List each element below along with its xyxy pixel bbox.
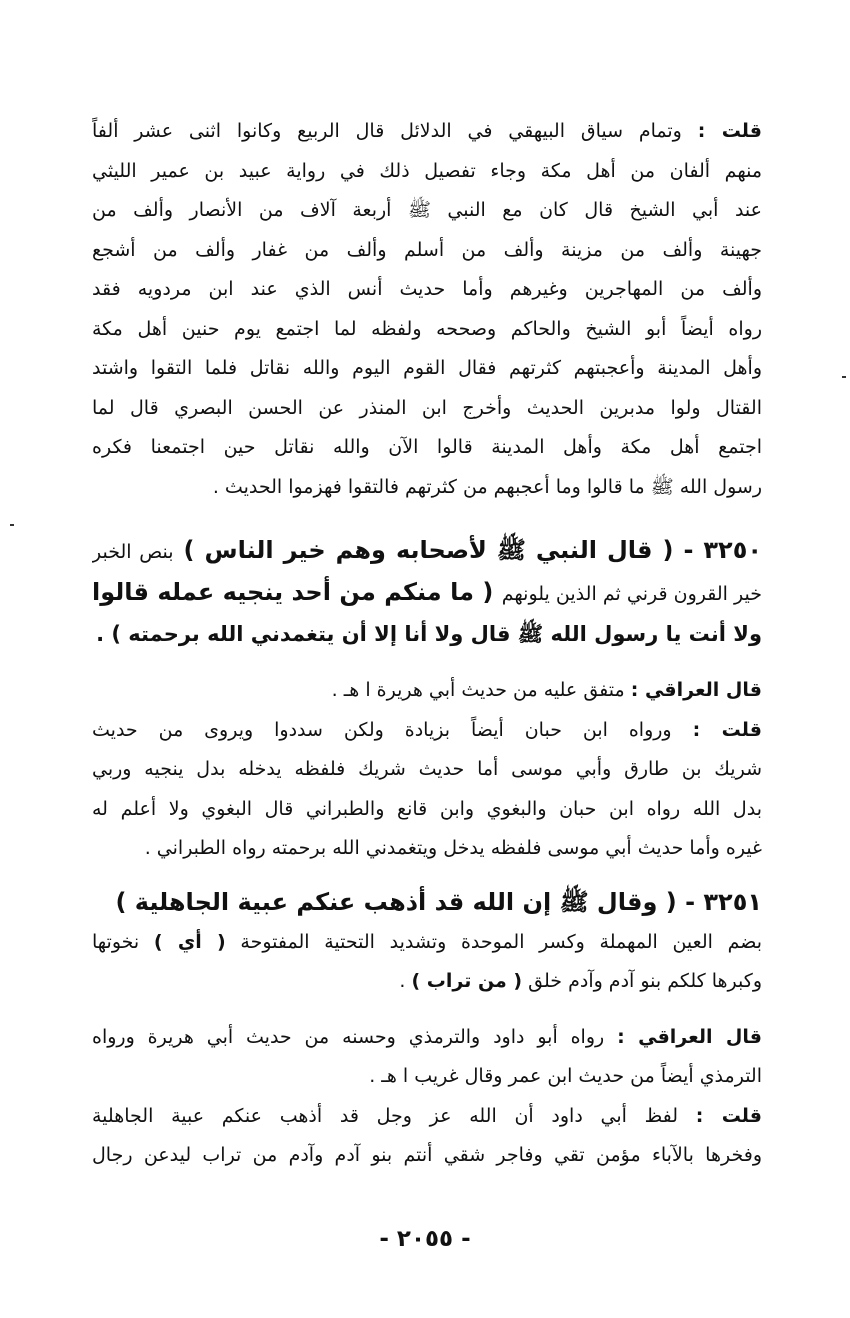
iraqi-label: قال العراقي : (617, 1025, 762, 1048)
text-line: منهم ألفان من أهل مكة وجاء تفصيل ذلك في رواية عبيد بن عمير الليثي (92, 159, 762, 182)
text-line: وأهل المدينة وأعجبتهم كثرتهم فقال القوم اليوم والله نقاتل فلما التقوا واشتد (92, 357, 762, 379)
hadith-number: ٣٢٥١ - (685, 887, 762, 916)
text-line: قال العراقي : متفق عليه من حديث أبي هريرة ا هـ . (331, 679, 762, 701)
scan-mark (842, 376, 846, 378)
text-line: رواه أيضاً أبو الشيخ والحاكم وصححه ولفظه لما اجتمع يوم حنين أهل مكة (92, 317, 762, 340)
hadith-3251 (92, 881, 762, 1002)
page-number: - ٢٠٥٥ - (379, 1226, 471, 1252)
text-line: وألف من المهاجرين وغيرهم وأما حديث أنس الذي عند ابن مردويه فقد (92, 278, 762, 300)
text-line: غيره وأما حديث أبي موسى فلفظه يدخل ويتغمدني الله برحمته رواه الطبراني . (144, 837, 762, 859)
scan-mark (10, 524, 14, 526)
text-line: بضم العين المهملة وكسر الموحدة وتشديد التحتية المفتوحة ( أي ) نخوتها (92, 930, 762, 953)
hadith-text-line: خير القرون قرني ثم الذين يلونهم ( ما منكم من أحد ينجيه عمله قالوا (92, 578, 762, 606)
iraqi-note-3250 (92, 671, 762, 711)
text-line: قلت : لفظ أبي داود أن الله عز وجل قد أذهب عنكم عبية الجاهلية (92, 1104, 762, 1127)
qult-note-3250 (92, 711, 762, 869)
text-line: جهينة وألف من مزينة وألف من أسلم وألف من غفار وألف من أشجع (92, 238, 762, 261)
iraqi-note-3251 (92, 1018, 762, 1097)
hadith-3250 (92, 529, 762, 655)
text-line: بدل الله رواه ابن حبان والبغوي وابن قانع والطبراني قال البغوي ولا أعلم له (92, 797, 762, 820)
text-line: قلت : ورواه ابن حبان أيضاً بزيادة ولكن سددوا ويروى من حديث (92, 718, 762, 741)
hadith-heading-line: ٣٢٥١ - ( وقال ﷺ إن الله قد أذهب عنكم عبية الجاهلية ) (115, 887, 762, 916)
qult-note-3251 (92, 1097, 762, 1176)
hadith-heading-line: ٣٢٥٠ - ( قال النبي ﷺ لأصحابه وهم خير الناس ) بنص الخبر (92, 536, 762, 564)
qult-label: قلت : (697, 120, 762, 142)
commentary-paragraph (92, 112, 762, 507)
text-line: رسول الله ﷺ ما قالوا وما أعجبهم من كثرتهم فالتقوا فهزموا الحديث . (212, 475, 762, 498)
qult-label: قلت : (695, 1104, 762, 1127)
text-line: الترمذي أيضاً من حديث ابن عمر وقال غريب ا هـ . (369, 1065, 762, 1087)
qult-label: قلت : (692, 718, 762, 741)
text-line: عند أبي الشيخ قال كان مع النبي ﷺ أربعة آلاف من الأنصار وألف من (92, 199, 762, 221)
text-line: قال العراقي : رواه أبو داود والترمذي وحسنه من حديث أبي هريرة ورواه (92, 1025, 762, 1048)
text-line: وفخرها بالآباء مؤمن تقي وفاجر شقي أنتم بنو آدم وآدم من تراب ليدعن رجال (92, 1144, 762, 1166)
iraqi-label: قال العراقي : (630, 679, 762, 701)
text-line: وكبرها كلكم بنو آدم وآدم خلق ( من تراب ) . (399, 970, 762, 992)
text-line: شريك بن طارق وأبي موسى أما حديث شريك فلفظه يدخله بدل ينجيه وربي (92, 758, 762, 780)
text-line: قلت : وتمام سياق البيهقي في الدلائل قال الربيع وكانوا اثنى عشر ألفاً (92, 120, 762, 142)
text-line: اجتمع أهل مكة وأهل المدينة قالوا الآن والله نقاتل حين اجتمعنا فكره (92, 436, 762, 458)
hadith-text-line: ولا أنت يا رسول الله ﷺ قال ولا أنا إلا أن يتغمدني الله برحمته ) . (96, 622, 762, 646)
hadith-number: ٣٢٥٠ - (683, 536, 762, 564)
text-line: القتال ولوا مدبرين الحديث وأخرج ابن المنذر عن الحسن البصري قال لما (92, 396, 762, 419)
